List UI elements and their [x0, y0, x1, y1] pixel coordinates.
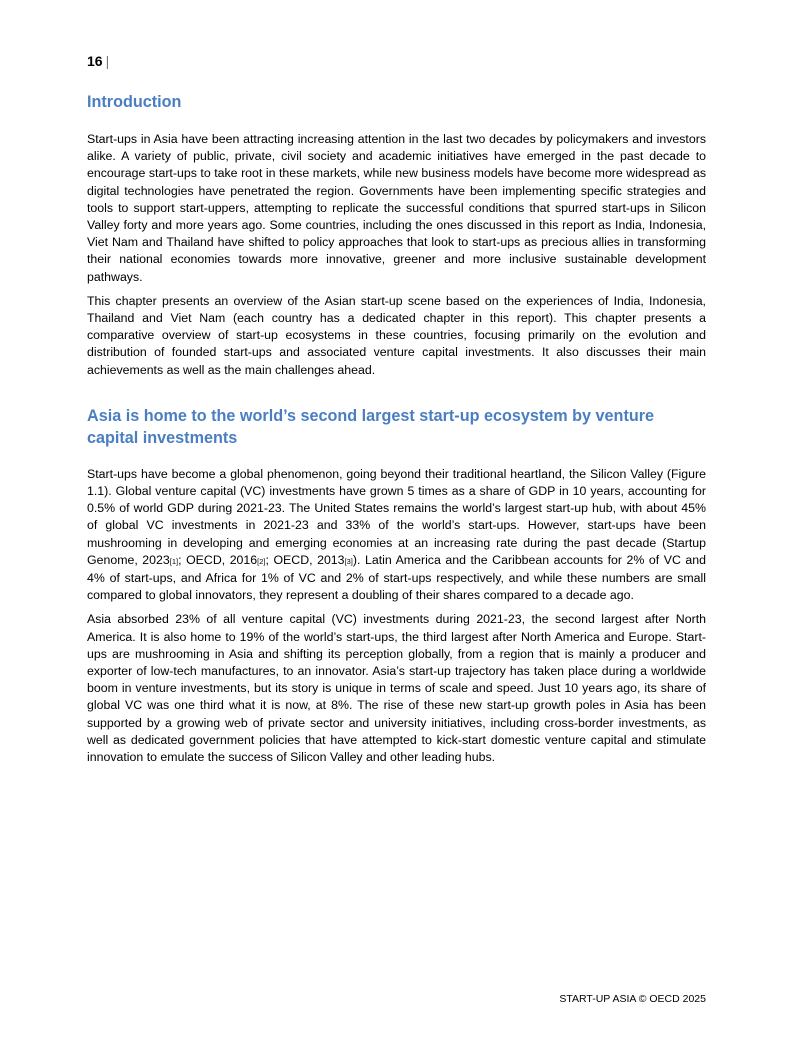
page-number [87, 53, 109, 69]
document-body [87, 91, 706, 766]
citation-1[interactable]: [1] [169, 556, 179, 566]
section-heading-asia: Asia is home to the world’s second largest start-up ecosystem by venture capital investments [87, 406, 655, 447]
intro-paragraph-1: Start-ups in Asia have been attracting increasing attention in the last two decades by policymakers and investors alike. A variety of public, private, civil society and academic initiatives have emerged in the past decade to encourage start-ups to take root in these markets, while new business models have become more widespread as digital technologies have penetrated the region. Governments have been implementing specific strategies and tools to support start-uppers, attempting to replicate the successful conditions that spurred start-ups in Silicon Valley forty and more years ago. Some countries, including the ones discussed in this report as India, Indonesia, Viet Nam and Thailand have shifted to policy approaches that look to start-ups as precious allies in transforming their national economies towards more innovative, greener and more inclusive sustainable development pathways. [87, 132, 706, 284]
citation-3[interactable]: [3] [344, 556, 353, 566]
section-heading-introduction: Introduction [87, 93, 182, 111]
asia-paragraph-1-text-d: ). Latin America and the Caribbean accounts for 2% of VC and 4% of start-ups, and Africa for 1% of VC and 2% of start-ups respectively, and while these numbers are small compared to global innovators, they represent a doubling of their shares compared to a decade ago. [87, 552, 706, 603]
intro-paragraph-2: This chapter presents an overview of the Asian start-up scene based on the experiences of India, Indonesia, Thailand and Viet Nam (each country has a dedicated chapter in this report). This chapter presents a comparative overview of start-up ecosystems in these countries, focusing primarily on the evolution and distribution of founded start-ups and associated venture capital investments. It also discusses their main achievements as well as the main challenges ahead. [87, 293, 706, 377]
asia-paragraph-2: Asia absorbed 23% of all venture capital (VC) investments during 2021-23, the second largest after North America. It is also home to 19% of the world’s start-ups, the third largest after North America and Europe. Start-ups are mushrooming in Asia and shifting its perception globally, from a region that is mainly a producer and exporter of low-tech manufactures, to an innovator. Asia’s start-up trajectory has taken place during a worldwide boom in venture investments, but its story is unique in terms of scale and speed. Just 10 years ago, its share of global VC was one third what it is now, at 8%. The rise of these new start-up growth poles in Asia has been supported by a growing web of private sector and university initiatives, including cross-border investments, as well as dedicated government policies that have attempted to kick-start domestic venture capital and stimulate innovation to emulate the success of Silicon Valley and other leading hubs. [87, 612, 706, 765]
citation-2[interactable]: [2] [257, 556, 266, 566]
asia-paragraph-1-text-b: ; OECD, 2016 [178, 552, 258, 567]
page-number-value: 16 [87, 53, 103, 69]
asia-paragraph-1 [87, 466, 706, 605]
asia-paragraph-1-text-c: ; OECD, 2013 [265, 552, 345, 567]
page-number-separator: | [105, 53, 110, 69]
asia-paragraph-1-text-a: Start-ups have become a global phenomenon, going beyond their traditional heartland, the Silicon Valley (Figure 1.1). Global venture capital (VC) investments have grown 5 times as a share of GDP in 10 years, accounting for 0.5% of world GDP during 2021-23. The United States remains the world’s largest start-up hub, with about 45% of global VC investments in 2021-23 and 33% of the world’s start-ups. However, start-ups have been mushrooming in developing and emerging economies at an increasing rate during the past decade (Startup Genome, 2023 [87, 466, 706, 567]
footer-copyright: START-UP ASIA © OECD 2025 [559, 993, 706, 1005]
